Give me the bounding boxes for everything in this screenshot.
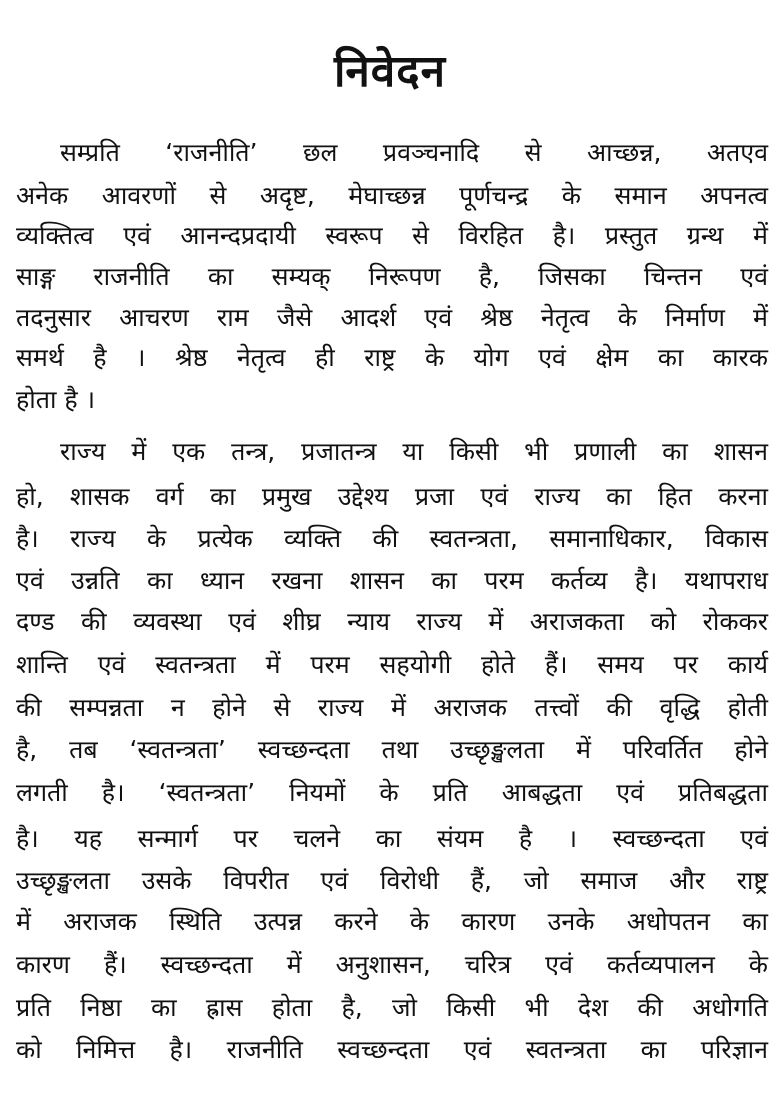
- paragraph-line: है। यह सन्मार्ग पर चलने का संयम है । स्वच्छन्दता एवं: [16, 824, 768, 853]
- paragraph-line: एवं उन्नति का ध्यान रखना शासन का परम कर्तव्य है। यथापराध: [16, 566, 768, 595]
- paragraph-line: होता है ।: [16, 385, 96, 414]
- paragraph-line: साङ्ग राजनीति का सम्यक् निरूपण है, जिसका चिन्तन एवं: [16, 262, 768, 291]
- paragraph-line: तदनुसार आचरण राम जैसे आदर्श एवं श्रेष्ठ नेतृत्व के निर्माण में: [16, 303, 768, 332]
- paragraph-line: प्रति निष्ठा का ह्रास होता है, जो किसी भी देश की अधोगति: [16, 993, 768, 1022]
- paragraph-line: हो, शासक वर्ग का प्रमुख उद्देश्य प्रजा एवं राज्य का हित करना: [16, 482, 768, 511]
- paragraph-line: राज्य में एक तन्त्र, प्रजातन्त्र या किसी भी प्रणाली का शासन: [60, 437, 768, 466]
- paragraph-line: है। राज्य के प्रत्येक व्यक्ति की स्वतन्त्रता, समानाधिकार, विकास: [16, 524, 768, 553]
- paragraph-line: व्यक्तित्व एवं आनन्दप्रदायी स्वरूप से विरहित है। प्रस्तुत ग्रन्थ में: [16, 221, 768, 250]
- paragraph-line: को निमित्त है। राजनीति स्वच्छन्दता एवं स्वतन्त्रता का परिज्ञान: [16, 1035, 768, 1064]
- paragraph-line: उच्छृङ्खलता उसके विपरीत एवं विरोधी हैं, जो समाज और राष्ट्र: [16, 866, 768, 895]
- paragraph-line: समर्थ है । श्रेष्ठ नेतृत्व ही राष्ट्र के योग एवं क्षेम का कारक: [16, 343, 768, 372]
- paragraph-line: अनेक आवरणों से अदृष्ट, मेघाच्छन्न पूर्णचन्द्र के समान अपनत्व: [16, 181, 768, 210]
- paragraph-line: शान्ति एवं स्वतन्त्रता में परम सहयोगी होते हैं। समय पर कार्य: [16, 650, 768, 679]
- paragraph-line: दण्ड की व्यवस्था एवं शीघ्र न्याय राज्य में अराजकता को रोककर: [16, 607, 768, 636]
- paragraph-line: सम्प्रति ‘राजनीति’ छल प्रवञ्चनादि से आच्छन्न, अतएव: [60, 138, 768, 167]
- paragraph-line: की सम्पन्नता न होने से राज्य में अराजक तत्त्वों की वृद्धि होती: [16, 693, 768, 722]
- page-title: निवेदन: [333, 46, 447, 97]
- paragraph-line: कारण हैं। स्वच्छन्दता में अनुशासन, चरित्र एवं कर्तव्यपालन के: [16, 950, 768, 979]
- paragraph-line: लगती है। ‘स्वतन्त्रता’ नियमों के प्रति आबद्धता एवं प्रतिबद्धता: [16, 778, 768, 807]
- paragraph-line: है, तब ‘स्वतन्त्रता’ स्वच्छन्दता तथा उच्छृङ्खलता में परिवर्तित होने: [16, 735, 768, 764]
- paragraph-line: में अराजक स्थिति उत्पन्न करने के कारण उनके अधोपतन का: [16, 907, 768, 936]
